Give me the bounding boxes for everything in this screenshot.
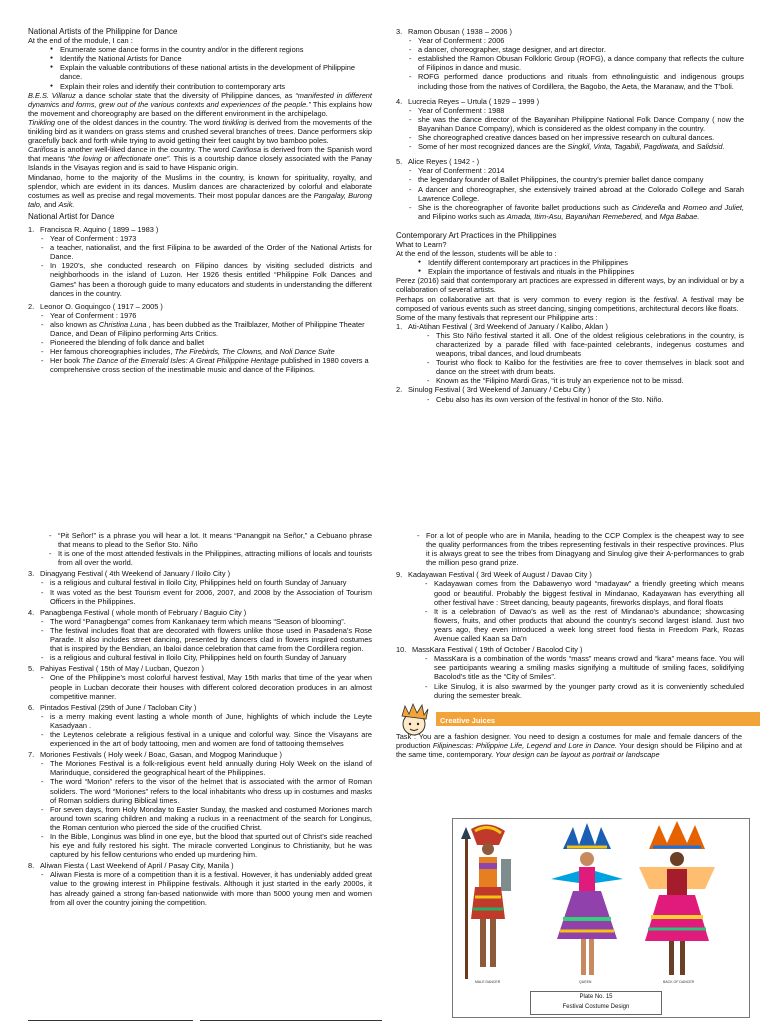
festival-dinagyang: 3. Dinagyang Festival ( 4th Weekend of January / Iloilo City ) - is a religious and cultural festival in Iloilo City, Philippines held on fourth Sunday of January - It was voted as the best Tourism event for 2006, 2007, and 2008 by the Association of Tourism Officers in the Philippines.	[28, 569, 372, 605]
festival-details	[408, 579, 744, 643]
mindanao-paragraph	[28, 173, 372, 209]
festival-pintados: 6. Pintados Festival (29th of June / Tacloban City ) - is a merry making event lasting a whole month of June, highlights of which include the Leyte Kasadyaan . - the Leytenos celebrate a religious festival in a unique and colorful way. Since the Visayans are experienced in the art of body tattooing, men and women are fond of tattooing themselves	[28, 703, 372, 748]
tinikling-term-2: tinikling	[222, 117, 248, 127]
festival-moriones: 7. Moriones Festivals ( Holy week / Boac, Gasan, and Mogpog Marinduque ) - The Moriones Festival is a folk-religious event held annually during Holy Week on the island of Marinduque, considered the geographical heart of the Philippines. - The word “Morion” refers to the visor of the helmet that is associated with the armor of Roman soliders. The word “Moriones” refers to the local inhabitants who dress up in costumes and masks of Roman soldiers during Biblical times. - For seven days, from Holy Monday to Easter Sunday, the masked and costumed Moriones march around town scaring children and making a ruckus in a reenactment of the search for Longinus, the Roman centurion who pierced the side of the crucified Christ. - In the Bible, Longinus was blind in one eye, but the blood that spurted out of Christ’s side reached his eye and fully restored his sight. The miracle converted Longinus to Christianity, but he was captured by his fellow centurions who ended up murdering him.	[28, 750, 372, 859]
detail-item: - Year of Conferment : 2014	[408, 166, 744, 175]
tinikling-paragraph	[28, 118, 372, 145]
sinulog-continued	[28, 531, 372, 567]
artist-title: Lucrecia Reyes – Urtula ( 1929 – 1999 )	[408, 96, 540, 106]
left-top-column	[28, 27, 372, 374]
festival-masskara: 10. MassKara Festival ( 19th of October / Bacolod City ) - MassKara is a combination of the words “mass” means crowd and “kara” means face. You will see participants wearing a smiling masks signifying a multitude of smiling faces, solidifying Bacolod’s title as the “City of Smiles”. - Like Sinulog, it is also swarmed by the younger party crowd as it is conveniently scheduled during the semester break.	[396, 645, 744, 700]
artist-alice-reyes: 5. Alice Reyes ( 1942 - ) - Year of Conferment : 2014 - the legendary founder of Ballet Philippines, the country’s premier ballet dance company - A dancer and choreographer, she extensively trained abroad at the Colorado College and Sarah Lawrence College. - She is the choreographer of favorite ballet productions such as Cinderella and Romeo and Juliet, and Filipino works such as Amada, Itim-Asu, Bayanihan Remebered, and Mga Babae.	[396, 157, 744, 221]
artist-details	[408, 166, 744, 221]
footer-line	[200, 1020, 382, 1021]
artist-title: Francisca R. Aquino ( 1899 – 1983 )	[40, 224, 159, 234]
costume-design-figure	[452, 818, 750, 1018]
queen-dancer-icon	[551, 823, 623, 975]
festival-details	[40, 759, 372, 859]
detail-item: - a teacher, nationalist, and the first Filipina to be awarded of the Order of the National Artists for Dance.	[40, 243, 372, 261]
festival-title: Pintados Festival (29th of June / Tacloban City )	[40, 702, 197, 712]
artist-details	[408, 106, 744, 151]
right-top-column	[396, 27, 744, 404]
carinosa-text-2: is derived from the Spanish word that means	[28, 145, 372, 164]
detail-item: - The word “Morion” refers to the visor of the helmet that is associated with the armor of Roman soliders. The word “Moriones” refers to the local inhabitants who dress up in costumes and masks of Roman soldiers during Biblical times.	[40, 777, 372, 804]
aliwan-continued	[396, 531, 744, 567]
detail-item: - Her famous choreographies includes, The Firebirds, The Clowns, and Noli Dance Suite	[40, 347, 372, 356]
festival-title: Pahiyas Festival ( 15th of May / Lucban, Quezon )	[40, 664, 204, 674]
artist-details	[40, 234, 372, 298]
contemporary-title: Contemporary Art Practices in the Philippines	[396, 230, 557, 240]
carinosa-term-2: Cariñosa	[231, 145, 262, 155]
artist-details	[408, 36, 744, 91]
objectives-list	[28, 45, 372, 90]
perez-paragraph: Perez (2016) said that contemporary art practices are expressed in different ways, by an individual or by a collaboration of several artists.	[396, 276, 744, 295]
detail-item: - A dancer and choreographer, she extensively trained abroad at the Colorado College and Sarah Lawrence College.	[408, 185, 744, 203]
detail-item: - Cebu also has its own version of the festival in honor of the Sto. Niño.	[426, 395, 744, 404]
detail-item: - “Pit Señor!” is a phrase you will hear a lot. It means “Panangpit na Señor,” a Cebuano phrase that means to plead to the Señor Sto. Niño	[48, 531, 372, 549]
detail-item: - a dancer, choreographer, stage designer, and art director.	[408, 45, 744, 54]
plate-caption-box	[530, 991, 662, 1015]
artist-title: Alice Reyes ( 1942 - )	[408, 157, 480, 167]
plate-caption: Festival Costume Design	[562, 1004, 630, 1010]
dancer-label: BACK OF DANCER	[663, 980, 695, 984]
detail-item: - Kadayawan comes from the Dabawenyo word “madayaw” a friendly greeting which means good or beautiful. Probably the biggest festival in Mindanao, Kadayawan has everything all other festival have : Street dancing, beauty pageants, fireworks displays, and floral floats	[424, 579, 744, 606]
detail-item: - the legendary founder of Ballet Philippines, the country’s premier ballet dance company	[408, 175, 744, 184]
creative-juices-label: Creative Juices	[440, 716, 496, 725]
festival-aliwan: 8. Aliwan Fiesta ( Last Weekend of April / Pasay City, Manila ) - Aliwan Fiesta is more of a competition than it is a festival. However, it has undeniably added great value to the growing interest in Philippine festivals. Although it just started in the early 2000s, it has already gained a strong fan-based nationwide with more than 5000 young men and women from all over the country joining the competition.	[28, 861, 372, 906]
detail-item: - In 1920’s, she conducted research on Filipino dances by visiting secluded districts and neighborhoods in the island of Luzon. Her 1926 thesis entitled “Philippine Folk Dances and Games” has been a thorough guide to many educators and students in understanding the different dances in the country.	[40, 261, 372, 297]
festival-details	[40, 617, 372, 662]
detail-item: - the Leytenos celebrate a religious festival in a unique and colorful way. Since the Visayans are experienced in the art of body tattooing, men and women are fond of tattooing themselves	[40, 730, 372, 748]
festival-title: Dinagyang Festival ( 4th Weekend of January / Iloilo City )	[40, 569, 231, 579]
artist-goquingco: 2. Leonor O. Goquingco ( 1917 – 2005 ) - Year of Conferment : 1976 - also known as Christina Luna , has been dubbed as the Trailblazer, Mother of Philippine Theater Dance, and Dean of Filipino performing Arts Critics. - Pioneered the blending of folk dance and ballet - Her famous choreographies includes, The Firebirds, The Clowns, and Noli Dance Suite - Her book The Dance of the Emerald Isles: A Great Philippine Heritage published in 1980 covers a comprehensive cross section of the inestimable music and dance of the Filipinos.	[28, 302, 372, 375]
detail-item: - Year of Conferment : 1973	[40, 234, 372, 243]
festival-title: Ati-Atihan Festival ( 3rd Weekend of January / Kalibo, Aklan )	[408, 321, 608, 331]
detail-item: - Like Sinulog, it is also swarmed by the younger party crowd as it is conveniently scheduled during the semester break.	[424, 682, 744, 700]
objective-item: ● Enumerate some dance forms in the country and/or in the different regions	[50, 45, 372, 54]
objectives-intro: At the end of the module, I can :	[28, 36, 133, 46]
festivals-intro: Some of the many festivals that represent our Philippine arts :	[396, 312, 598, 322]
bes-paragraph	[28, 91, 372, 118]
detail-item: - Year of Conferment : 1976	[40, 311, 372, 320]
detail-item: - For seven days, from Holy Monday to Easter Sunday, the masked and costumed Moriones march around town scaring children and making a ruckus in a reenactment of the search for Longinus, the Roman centurion who pierced the side of the crucified Christ.	[40, 805, 372, 832]
festival-title: Aliwan Fiesta ( Last Weekend of April / Pasay City, Manila )	[40, 861, 234, 871]
detail-item: - It is a celebration of Davao’s as well as the rest of Mindanao’s abundance; showcasing flowers, fruits, and other products that abound the country’s second largest island. Just two years ago, they even introduced a week long street food fiesta in Freedom Park, Rozas Avenue called Kaan sa Da’n	[424, 607, 744, 643]
detail-item: - The Moriones Festival is a folk-religious event held annually during Holy Week on the island of Marinduque, considered the geographical heart of the Philippines.	[40, 759, 372, 777]
detail-item: - It was voted as the best Tourism event for 2006, 2007, and 2008 by the Association of Tourism Officers in the Philippines.	[40, 588, 372, 606]
detail-item: - In the Bible, Longinus was blind in one eye, but the blood that spurted out of Christ’s side reached his eye and fully restored his sight. The miracle converted Longinus to Christianity, but he was captured by his fellow centurions who ended up murdering him.	[40, 832, 372, 859]
detail-item: - The festival includes float that are decorated with flowers unlike those used in Pasadena’s Rose Parade. It also includes street dancing, presented by dancers clad in flowers inspired costumes that is inspired by the Bendian, an Ibaloi dance celebration that came from the Cordillera region.	[40, 626, 372, 653]
festival-pahiyas: 5. Pahiyas Festival ( 15th of May / Lucban, Quezon ) - One of the Philippine’s most colorful harvest festival, May 15th marks that time of the year when people in Lucban decorate their houses with different colored decoration produces in an almost competitive manner.	[28, 664, 372, 700]
task-paragraph: Task : You are a fashion designer. You need to design a costumes for male and female dancers of the production Filipinescas: Philippine Life, Legend and Lore in Dance. Your design should be Filipino and at the same time, contemporary. Your design can be layout as portrait or landscape	[396, 732, 742, 760]
detail-item: - is a religious and cultural festival in Iloilo City, Philippines held on fourth Sunday of January	[40, 578, 372, 587]
tinikling-text: one of the oldest dances in the country. The word	[55, 117, 223, 127]
left-bottom-column	[28, 531, 372, 907]
objective-item: ● Explain their roles and identify their contribution to contemporary arts	[50, 82, 372, 91]
festival-sinulog: 2. Sinulog Festival ( 3rd Weekend of January / Cebu City ) - Cebu also has its own version of the festival in honor of the Sto. Niño.	[396, 385, 744, 403]
carinosa-quote: “the loving or affectionate one”.	[67, 154, 172, 164]
objective-item: ● Identify different contemporary art practices in the Philippines	[418, 258, 744, 267]
detail-item: - She choreographed creative dances based on her impressive research on cultural dances.	[408, 133, 744, 142]
dancers-illustration	[453, 819, 749, 989]
detail-item: - Known as the “Filipino Mardi Gras, “it is truly an experience not to be missd.	[426, 376, 744, 385]
festival-title: Moriones Festivals ( Holy week / Boac, Gasan, and Mogpog Marinduque )	[40, 750, 282, 760]
carinosa-text-end: This is a courtship dance closely associated with the Panay Islands in the Visayas region and is said to have Hispanic origin.	[28, 154, 372, 173]
artist-details	[40, 311, 372, 375]
detail-item: - is a religious and cultural festival in Iloilo City, Philippines held on fourth Sunday of January	[40, 653, 372, 662]
objective-item: ● Explain the importance of festivals and rituals in the Philippines	[418, 267, 744, 276]
artist-obusan: 3. Ramon Obusan ( 1938 – 2006 ) - Year of Conferment : 2006 - a dancer, choreographer, stage designer, and art director. - established the Ramon Obusan Folkloric Group (ROFG), a dance company that reflects the culture of Filipinos in dance and music. - ROFG performed dance productions and rituals from ethnolinguistic and indigenous groups including those from the natives of Cordillera, the Bagobo, the Aeta, the Maranaw, and the T’boli.	[396, 27, 744, 91]
mindanao-text: Mindanao, home to the majority of the Muslims in the country, is known for spirituality, royalty, and splendor, which are evident in its dances. Muslim dances are characterized by colorful and elaborate costumes as well as precise and regal movements. Their most popular dances are the	[28, 172, 372, 200]
objective-item: ● Explain the valuable contributions of these national artists in the development of Philippine dance.	[50, 63, 372, 81]
festival-title: Sinulog Festival ( 3rd Weekend of January / Cebu City )	[408, 385, 591, 395]
artist-title: Ramon Obusan ( 1938 – 2006 )	[408, 27, 512, 36]
tinikling-text-end: is derived from the movements of the tinikling bird as it wanders on grass stems and crushed several branches of trees. Dance performers skip gracefully back and forth while trying to avoid getting their feet caught by two bamboo poles.	[28, 117, 372, 146]
bes-name: B.E.S. Villaruz	[28, 90, 76, 100]
right-bottom-column	[396, 531, 744, 700]
festival-title: Kadayawan Festival ( 3rd Week of August / Davao City )	[408, 570, 592, 580]
carinosa-text: is another well-liked dance in the country. The word	[57, 145, 232, 155]
detail-item: - Her book The Dance of the Emerald Isles: A Great Philippine Heritage published in 1980 covers a comprehensive cross section of the inestimable music and dance of the Filipinos.	[40, 356, 372, 374]
detail-item: - established the Ramon Obusan Folkloric Group (ROFG), a dance company that reflects the culture of Filipinos in dance and music.	[408, 54, 744, 72]
objective-item: ● Identify the National Artists for Dance	[50, 54, 372, 63]
tinikling-term: Tinikling	[28, 117, 56, 127]
detail-item: - Aliwan Fiesta is more of a competition than it is a festival. However, it has undeniably added great value to the growing interest in Philippine festivals. Although it just started in the early 2000s, it has already gained a strong fan-based nationwide with more than 5000 young men and women from all over the country joining the competition.	[40, 870, 372, 906]
artist-title: Leonor O. Goquingco ( 1917 – 2005 )	[40, 301, 163, 311]
back-dancer-icon	[639, 821, 715, 975]
carinosa-paragraph	[28, 145, 372, 172]
detail-item: - Tourist who flock to Kalibo for the festivities are free to cover themselves in black soot and dance on the street with drum beats.	[426, 358, 744, 376]
bes-text: a dance scholar state that the diversity of Philippine dances, as	[75, 90, 296, 100]
footer-line	[28, 1020, 193, 1021]
detail-item: - ROFG performed dance productions and rituals from ethnolinguistic and indigenous groups including those from the natives of Cordillera, the Bagobo, the Aeta, the Maranaw, and the T’boli.	[408, 72, 744, 90]
festival-title: Panagbenga Festival ( whole month of February / Baguio City )	[40, 607, 247, 617]
detail-item: - Year of Conferment : 2006	[408, 36, 744, 45]
na-heading: National Artist for Dance	[28, 211, 115, 221]
detail-item: - One of the Philippine’s most colorful harvest festival, May 15th marks that time of the year when people in Lucban decorate their houses with different colored decoration produces in an almost competitive manner.	[40, 673, 372, 700]
detail-item: - It is one of the most attended festivals in the Philippines, attracting millions of locals and tourists from all over the world.	[48, 549, 372, 567]
detail-item: - This Sto Niño festival started it all. One of the oldest religious celebrations in the country, is characterized by a parade filled with face-painted celebrants, indegenus costumes and weapons, tribal dances, and loud drumbeats	[426, 331, 744, 358]
detail-item: - also known as Christina Luna , has been dubbed as the Trailblazer, Mother of Philippine Theater Dance, and Dean of Filipino performing Arts Critics.	[40, 320, 372, 338]
detail-item: - Pioneered the blending of folk dance and ballet	[40, 338, 372, 347]
detail-item: - She is the choreographer of favorite ballet productions such as Cinderella and Romeo and Juliet, and Filipino works such as Amada, Itim-Asu, Bayanihan Remebered, and Mga Babae.	[408, 203, 744, 221]
mindanao-dances: Pangalay, Burong talo,	[28, 190, 372, 209]
dancer-label: QUEEN	[579, 980, 592, 984]
what-to-learn: What to Learn?	[396, 239, 447, 249]
festival-details	[408, 395, 744, 404]
artist-reyes-urtula: 4. Lucrecia Reyes – Urtula ( 1929 – 1999 ) - Year of Conferment : 1988 - she was the dance director of the Bayanihan Philippine National Folk Dance Company ( now the Bayanihan Dance Company), which is considered as the oldest company in the country. - She choreographed creative dances based on her impressive research on cultural dances. - Some of her most recognized dances are the Singkil, Vinta, Tagabili, Pagdiwata, and Salidsid.	[396, 97, 744, 152]
male-dancer-icon	[461, 824, 511, 979]
perhaps-paragraph: Perhaps on collaborative art that is very common to every region is the festival. A festival may be composed of various events such as street dancing, singing competitions, architectural decors like floats.	[396, 294, 744, 313]
bes-text-end: This explains how the movement and choreography are based on the different environment in the archipelago.	[28, 99, 372, 118]
festival-details	[40, 578, 372, 605]
detail-item: - MassKara is a combination of the words “mass” means crowd and “kara” means face. You will see participants wearing a smiling masks signifying a multitude of smiling faces, solidifying Bacolod’s title as the “City of Smiles”.	[424, 654, 744, 681]
contemporary-intro: At the end of the lesson, students will be able to :	[396, 249, 557, 259]
bes-quote: “manifested in different dynamics and forms, grew out of the various contexts and experiences of the people.”	[28, 90, 372, 109]
mindanao-asik: Asik.	[58, 199, 75, 209]
detail-item: - The word “Panagbenga” comes from Kankanaey term which means “Season of blooming”.	[40, 617, 372, 626]
festival-panagbenga: 4. Panagbenga Festival ( whole month of February / Baguio City ) - The word “Panagbenga” comes from Kankanaey term which means “Season of blooming”. - The festival includes float that are decorated with flowers unlike those used in Pasadena’s Rose Parade. It also includes street dancing, presented by dancers clad in flowers inspired costumes that is inspired by the Bendian, an Ibaloi dance celebration that came from the Cordillera region. - is a religious and cultural festival in Iloilo City, Philippines held on fourth Sunday of January	[28, 608, 372, 663]
artist-aquino: 1. Francisca R. Aquino ( 1899 – 1983 ) - Year of Conferment : 1973 - a teacher, nationalist, and the first Filipina to be awarded of the Order of the National Artists for Dance. - In 1920’s, she conducted research on Filipino dances by visiting secluded districts and neighborhoods in the island of Luzon. Her 1926 thesis entitled “Philippine Folk Dances and Games” has been a thorough guide to many educators and students in understanding the different dances in the country.	[28, 225, 372, 298]
mindanao-and: and	[41, 199, 59, 209]
carinosa-term: Cariñosa	[28, 145, 58, 155]
detail-item: - is a merry making event lasting a whole month of June, highlights of which include the Leyte Kasadyaan .	[40, 712, 372, 730]
festival-kadayawan: 9. Kadayawan Festival ( 3rd Week of August / Davao City ) - Kadayawan comes from the Dabawenyo word “madayaw” a friendly greeting which means good or beautiful. Probably the biggest festival in Mindanao, Kadayawan has everything all other festival have : Street dancing, beauty pageants, fireworks displays, and floral floats - It is a celebration of Davao’s as well as the rest of Mindanao’s abundance; showcasing flowers, fruits, and other products that abound the country’s second largest island. Just two years ago, they even introduced a week long street food fiesta in Freedom Park, Rozas Avenue called Kaan sa Da’n	[396, 570, 744, 643]
detail-item: - she was the dance director of the Bayanihan Philippine National Folk Dance Company ( now the Bayanihan Dance Company), which is considered as the oldest company in the country.	[408, 115, 744, 133]
detail-item: - Some of her most recognized dances are the Singkil, Vinta, Tagabili, Pagdiwata, and Salidsid.	[408, 142, 744, 151]
dancer-label: MALE DANCER	[475, 980, 501, 984]
detail-item: - Year of Conferment : 1988	[408, 106, 744, 115]
detail-item: - For a lot of people who are in Manila, heading to the CCP Complex is the cheapest way to see the quality performances from the tribes representing festivals in their respective provinces. Plus it is always great to see the tribes from Dinagyang and Sinulog give their A-performances to grab the million peso grand prize.	[416, 531, 744, 567]
festival-title: MassKara Festival ( 19th of October / Bacolod City )	[412, 645, 583, 655]
plate-number: Plate No. 15	[579, 994, 613, 1000]
festival-details	[40, 712, 372, 748]
festival-details	[40, 673, 372, 700]
festival-details	[412, 654, 744, 699]
festival-details	[408, 331, 744, 386]
festival-ati-atihan: 1. Ati-Atihan Festival ( 3rd Weekend of January / Kalibo, Aklan ) - This Sto Niño festival started it all. One of the oldest religious celebrations in the country, is characterized by a parade filled with face-painted celebrants, indegenus costumes and weapons, tribal dances, and loud drumbeats - Tourist who flock to Kalibo for the festivities are free to cover themselves in black soot and dance on the street with drum beats. - Known as the “Filipino Mardi Gras, “it is truly an experience not to be missd.	[396, 322, 744, 386]
section-title: National Artists of the Philippine for Dance	[28, 27, 178, 36]
festival-details	[40, 870, 372, 906]
contemporary-objectives	[396, 258, 744, 276]
